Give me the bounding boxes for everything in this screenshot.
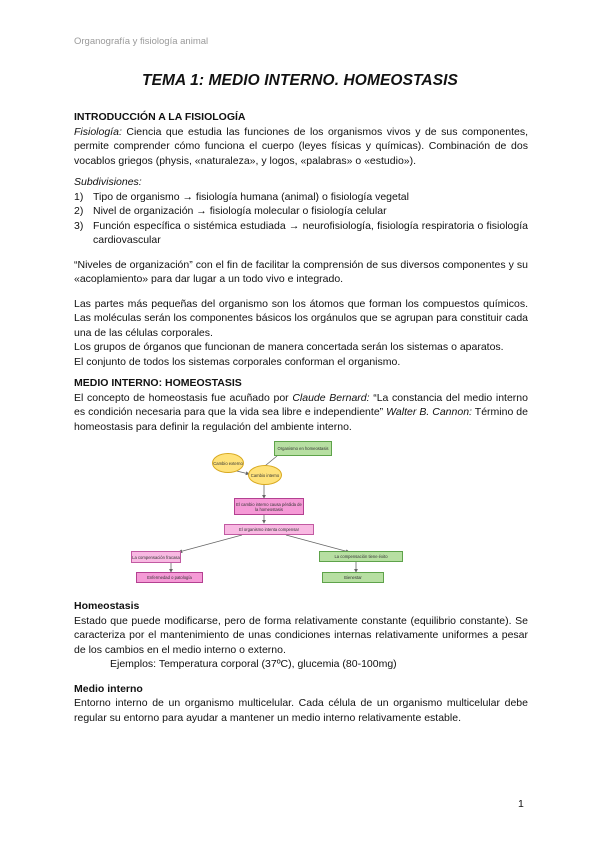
homeostasis-paragraph: Estado que puede modificarse, pero de forma relativamente constante (equilibrio constante). Se caracteriza por el mantenimiento de unas condiciones internas relativamente uniformes a pesar de los cambios en el medio interno o externo. [74,614,528,656]
section-heading-homeostasis: Homeostasis [74,600,140,612]
page-title: TEMA 1: MEDIO INTERNO. HOMEOSTASIS [142,72,458,89]
list-item: 3) Función específica o sistémica estudiada → neurofisiología, fisiología respiratoria o fisiología cardiovascular [74,219,528,246]
node-intenta-compensar: El organismo intenta compensar [224,524,314,535]
node-compensacion-exito: La compensación tiene éxito [319,551,403,562]
node-compensacion-fracasa: La compensación fracasa [131,551,181,563]
running-header: Organografía y fisiología animal [74,36,209,47]
subdivisions-label: Subdivisiones: [74,176,142,188]
list-item: 1) Tipo de organismo → fisiología humana (animal) o fisiología vegetal [74,190,409,203]
node-enfermedad: Enfermedad o patología [136,572,203,583]
definition-paragraph [74,125,528,169]
node-cambio-externo: Cambio externo [212,453,244,473]
arrow-connector [179,535,242,552]
section-heading-medio: MEDIO INTERNO: HOMEOSTASIS [74,377,242,389]
node-perdida-homeostasis: El cambio interno causa pérdida de la homeostasis [234,498,304,515]
author-bernard: Claude Bernard: [292,391,370,404]
subdivisions-list [74,190,528,248]
node-organismo-homeostasis: Organismo en homeostasis [274,441,332,456]
partes-paragraph: Las partes más pequeñas del organismo son los átomos que forman los compuestos químicos. Las moléculas serán los componentes básicos los orgánulos que se agrupan para constituir cada una de las células corporales. [74,297,528,339]
author-cannon: Walter B. Cannon: [386,406,472,418]
page-number: 1 [518,798,524,810]
section-heading-intro: INTRODUCCIÓN A LA FISIOLOGÍA [74,111,246,123]
grupos-paragraph: Los grupos de órganos que funcionan de manera concertada serán los sistemas o aparatos. [74,341,504,353]
section-heading-medio-interno: Medio interno [74,682,143,695]
node-bienestar: Bienestar [322,572,384,583]
document-body [74,110,528,725]
arrow-connector [286,535,349,552]
conjunto-paragraph: El conjunto de todos los sistemas corporales conforman el organismo. [74,355,401,368]
list-item: 2) Nivel de organización → fisiología molecular o fisiología celular [74,205,387,217]
medio-interno-paragraph: Entorno interno de un organismo multicelular. Cada célula de un organismo multicelular debe regular su entorno para ayudar a mantener un medio interno relativamente estable. [74,697,528,724]
definition-term: Fisiología: [74,125,122,138]
node-cambio-interno: Cambio interno [248,465,282,485]
medio-paragraph: El concepto de homeostasis fue acuñado por Claude Bernard: “La constancia del medio interno es condición necesaria para que la vida sea libre e independiente” Walter B. Cannon: Término de homeostasis para definir la regulación del ambiente interno. [74,391,528,433]
niveles-paragraph: “Niveles de organización” con el fin de facilitar la comprensión de sus diversos componentes y su «acoplamiento» para dar lugar a un todo vivo e integrado. [74,258,528,285]
homeostasis-diagram [74,438,528,596]
homeostasis-example: Ejemplos: Temperatura corporal (37ºC), glucemia (80-100mg) [110,658,397,670]
definition-text: Ciencia que estudia las funciones de los organismos vivos y de sus componentes, permite comprender cómo funciona el cuerpo (leyes físicas y químicas). Combinación de dos vocablos griegos (physis, «naturaleza», y logos, «palabras» o «estudio»). [74,125,528,167]
